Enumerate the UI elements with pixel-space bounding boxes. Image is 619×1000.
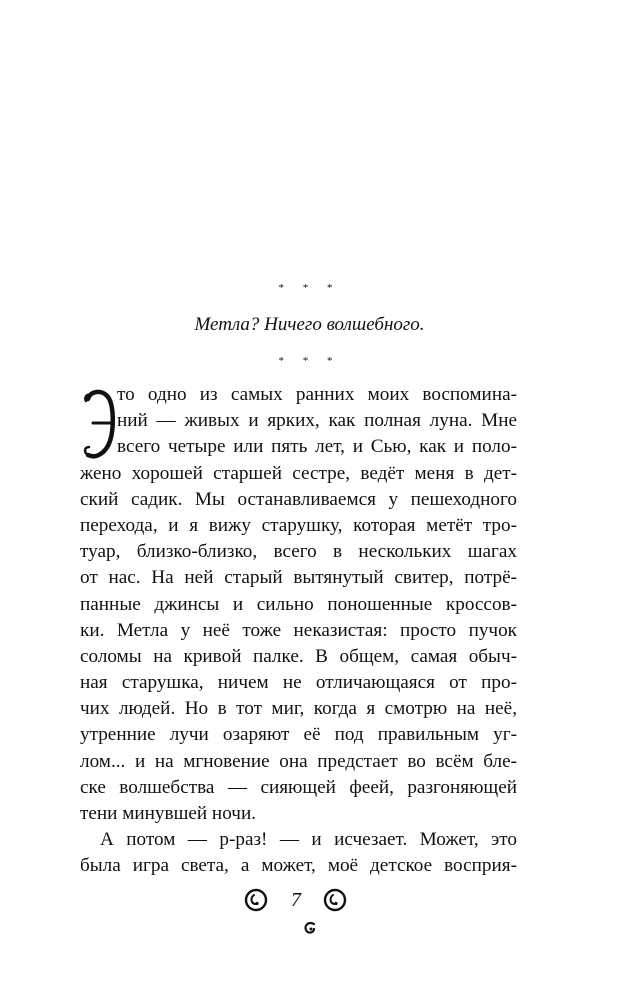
text-line: лом... и на мгновение она предстает во всём бле- xyxy=(80,750,517,772)
text-line: ний — живых и ярких, как полная луна. Мне xyxy=(117,410,517,432)
text-line: то одно из самых ранних моих воспомина- xyxy=(117,384,517,405)
text-line: утренние лучи озаряют её под правильным уг- xyxy=(80,724,517,746)
text-line: перехода, и я вижу старушку, которая метёт тро- xyxy=(80,514,517,536)
text-line: туар, близко-близко, всего в нескольких шагах xyxy=(80,541,517,563)
text-line: ский садик. Мы останавливаемся у пешеходного xyxy=(80,488,517,510)
text-line: А потом — р-раз! — и исчезает. Может, это xyxy=(100,829,517,851)
swirl-ornament-icon xyxy=(243,887,269,913)
text-line: от нас. На ней старый вытянутый свитер, потрё- xyxy=(80,567,517,589)
text-line: ки. Метла у неё тоже неказистая: просто пучок xyxy=(80,619,517,641)
text-line: тени минувшей ночи. xyxy=(80,803,257,824)
section-separator-bottom: * * * xyxy=(278,355,341,367)
page-footer xyxy=(0,882,619,942)
text-line: всего четыре или пять лет, и Сью, как и поло- xyxy=(117,436,517,458)
text-line: ске волшебства — сияющей феей, разгоняющей xyxy=(80,776,517,798)
section-separator-top: * * * xyxy=(278,282,341,294)
page-number: 7 xyxy=(291,889,301,911)
text-line: была игра света, а может, моё детское восприя- xyxy=(80,855,517,877)
curl-ornament-icon xyxy=(302,920,318,936)
text-line: ная старушка, ничем не отличающаяся от про- xyxy=(80,672,517,694)
epigraph: Метла? Ничего волшебного. xyxy=(194,314,425,335)
text-line: жено хорошей старшей сестре, ведёт меня в дет- xyxy=(80,462,517,484)
swirl-ornament-icon xyxy=(322,887,348,913)
text-line: чих людей. Но в тот миг, когда я смотрю на неё, xyxy=(80,698,517,720)
text-line: соломы на кривой палке. В общем, самая обыч- xyxy=(80,645,517,667)
main-text xyxy=(80,382,517,880)
text-line: панные джинсы и сильно поношенные кроссов- xyxy=(80,593,517,615)
